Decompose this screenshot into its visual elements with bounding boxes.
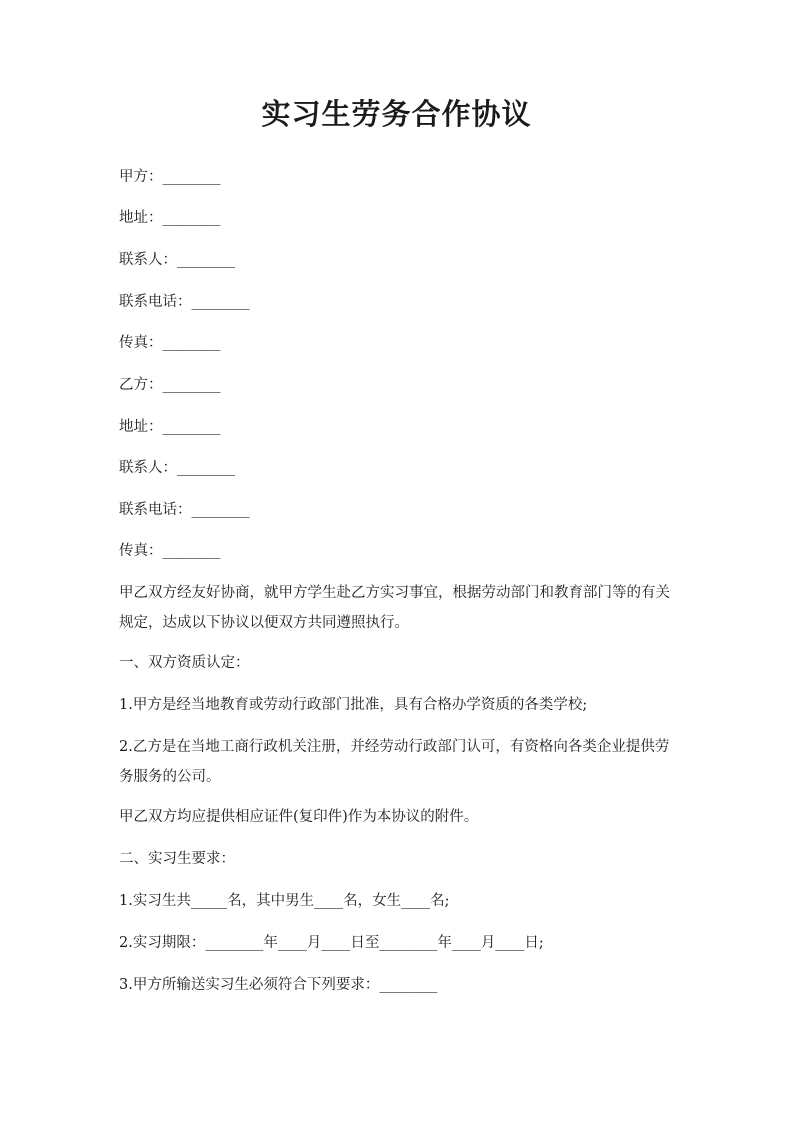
party-a-name: 甲方：________: [119, 169, 221, 185]
intro-paragraph: 甲乙双方经友好协商，就甲方学生赴乙方实习事宜，根据劳动部门和教育部门等的有关规定，达成以下协议以便双方共同遵照执行。: [119, 585, 670, 631]
section-2-item-3: 3.甲方所输送实习生必须符合下列要求：________: [119, 977, 438, 993]
section-1-note: 甲乙双方均应提供相应证件(复印件)作为本协议的附件。: [119, 809, 479, 825]
party-b-contact: 联系人：________: [119, 460, 235, 476]
party-a-address: 地址：________: [119, 210, 221, 226]
section-1-heading: 一、双方资质认定：: [119, 655, 250, 671]
party-b-phone: 联系电话：________: [119, 502, 250, 518]
document-title: 实习生劳务合作协议: [261, 97, 532, 131]
party-b-address: 地址：________: [119, 419, 221, 435]
party-a-fax: 传真：________: [119, 335, 221, 351]
party-a-contact: 联系人：________: [119, 252, 235, 268]
party-a-phone: 联系电话：________: [119, 294, 250, 310]
party-b-fax: 传真：________: [119, 543, 221, 559]
section-1-item-2: 2.乙方是在当地工商行政机关注册，并经劳动行政部门认可，有资格向各类企业提供劳务服务的公司。: [119, 739, 670, 785]
party-b-name: 乙方：________: [119, 377, 221, 393]
section-2-heading: 二、实习生要求：: [119, 851, 235, 867]
section-1-item-1: 1.甲方是经当地教育或劳动行政部门批准，具有合格办学资质的各类学校;: [119, 697, 588, 713]
section-2-item-1: 1.实习生共_____名，其中男生____名，女生____名;: [119, 893, 450, 909]
section-2-item-2: 2.实习期限：________年____月____日至________年____月____日;: [119, 935, 544, 951]
